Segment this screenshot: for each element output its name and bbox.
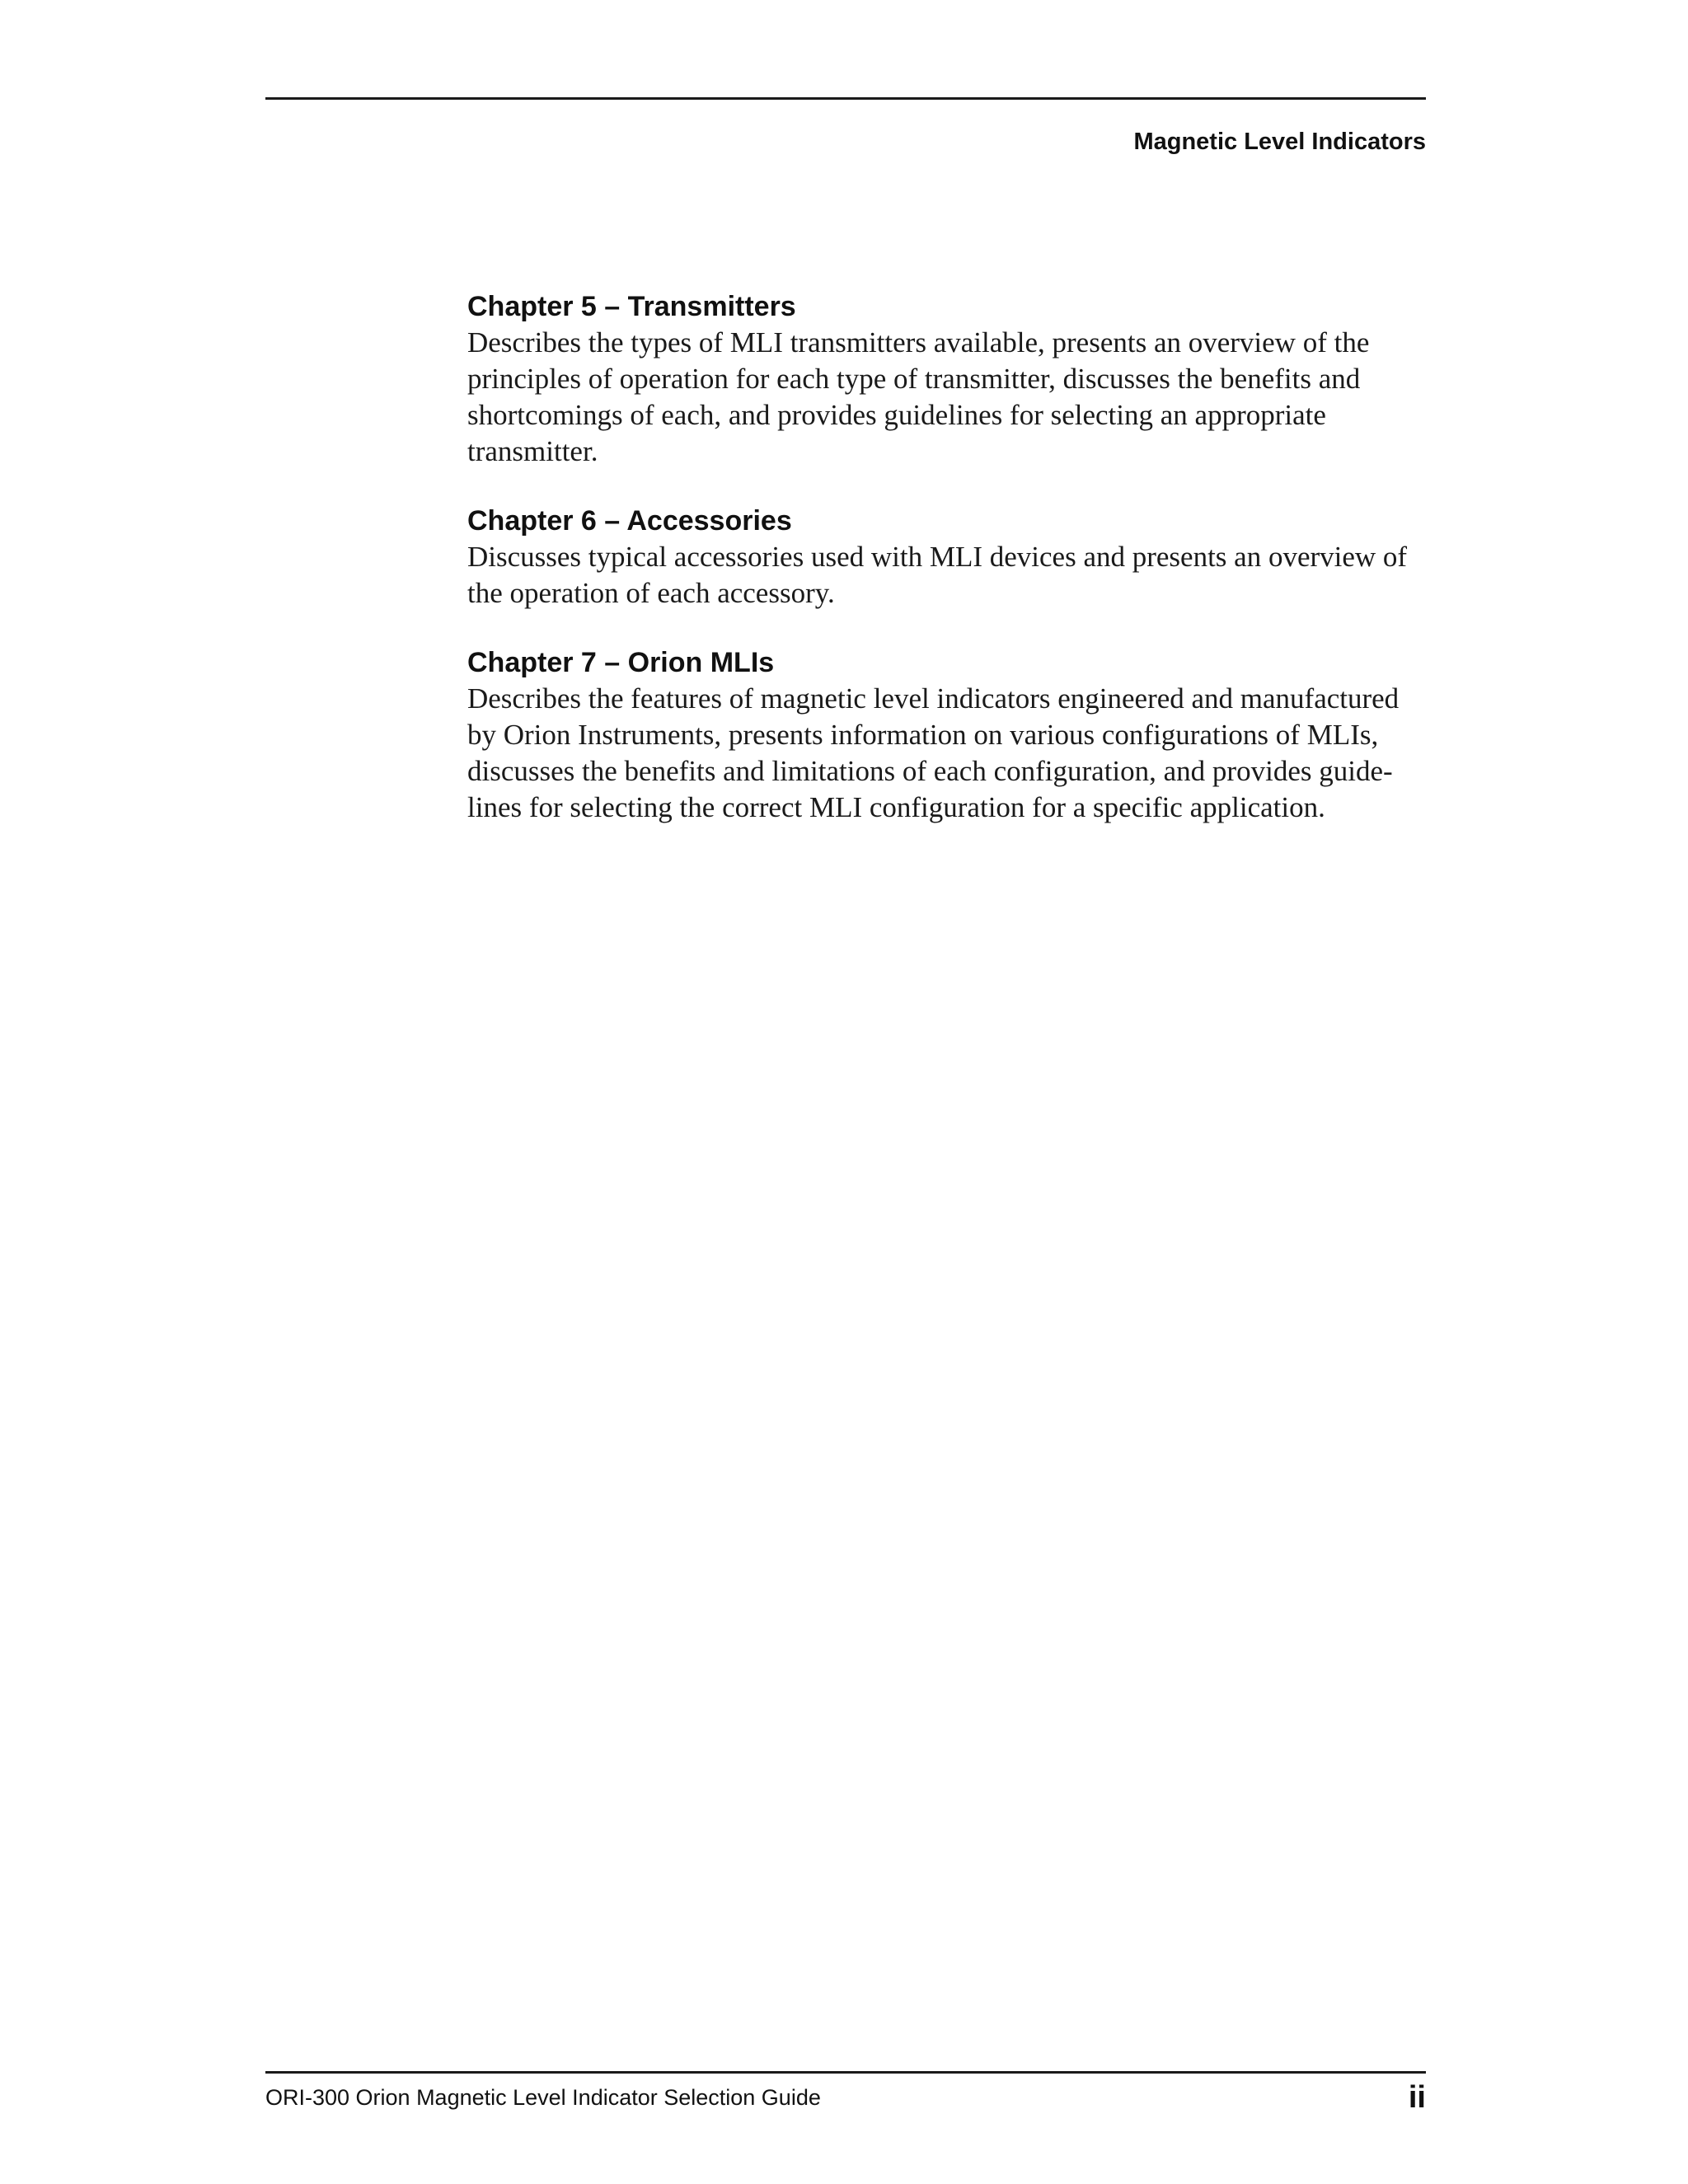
- chapter-6-description: [467, 539, 1432, 612]
- chapter-7-description: [467, 681, 1432, 826]
- text-line: Describes the features of magnetic level indicators engineered and manufactured: [467, 682, 1400, 715]
- text-line: Describes the types of MLI transmitters available, presents an overview of the: [467, 326, 1370, 359]
- chapter-5-section: [467, 290, 1432, 470]
- text-line: shortcomings of each, and provides guidelines for selecting an appropriate: [467, 399, 1326, 431]
- text-line: discusses the benefits and limitations of each configuration, and provides guide-: [467, 755, 1393, 787]
- footer-document-title: ORI-300 Orion Magnetic Level Indicator Selection Guide: [265, 2085, 821, 2110]
- text-line: lines for selecting the correct MLI configuration for a specific application.: [467, 791, 1325, 823]
- page-number: ii: [1408, 2080, 1426, 2115]
- text-line: principles of operation for each type of transmitter, discusses the benefits and: [467, 363, 1361, 395]
- chapter-5-heading: Chapter 5 – Transmitters: [467, 291, 796, 322]
- header-rule: [265, 97, 1426, 100]
- chapter-5-description: [467, 325, 1432, 470]
- text-line: transmitter.: [467, 435, 598, 467]
- chapter-7-section: [467, 646, 1432, 826]
- text-line: Discusses typical accessories used with MLI devices and presents an overview of: [467, 541, 1408, 573]
- running-header: Magnetic Level Indicators: [1133, 129, 1426, 155]
- chapter-7-heading: Chapter 7 – Orion MLIs: [467, 647, 775, 678]
- chapter-descriptions: [467, 290, 1432, 860]
- text-line: the operation of each accessory.: [467, 577, 835, 609]
- footer-rule: [265, 2071, 1426, 2074]
- chapter-6-heading: Chapter 6 – Accessories: [467, 505, 792, 537]
- text-line: by Orion Instruments, presents information on various configurations of MLIs,: [467, 719, 1379, 751]
- chapter-6-section: [467, 504, 1432, 612]
